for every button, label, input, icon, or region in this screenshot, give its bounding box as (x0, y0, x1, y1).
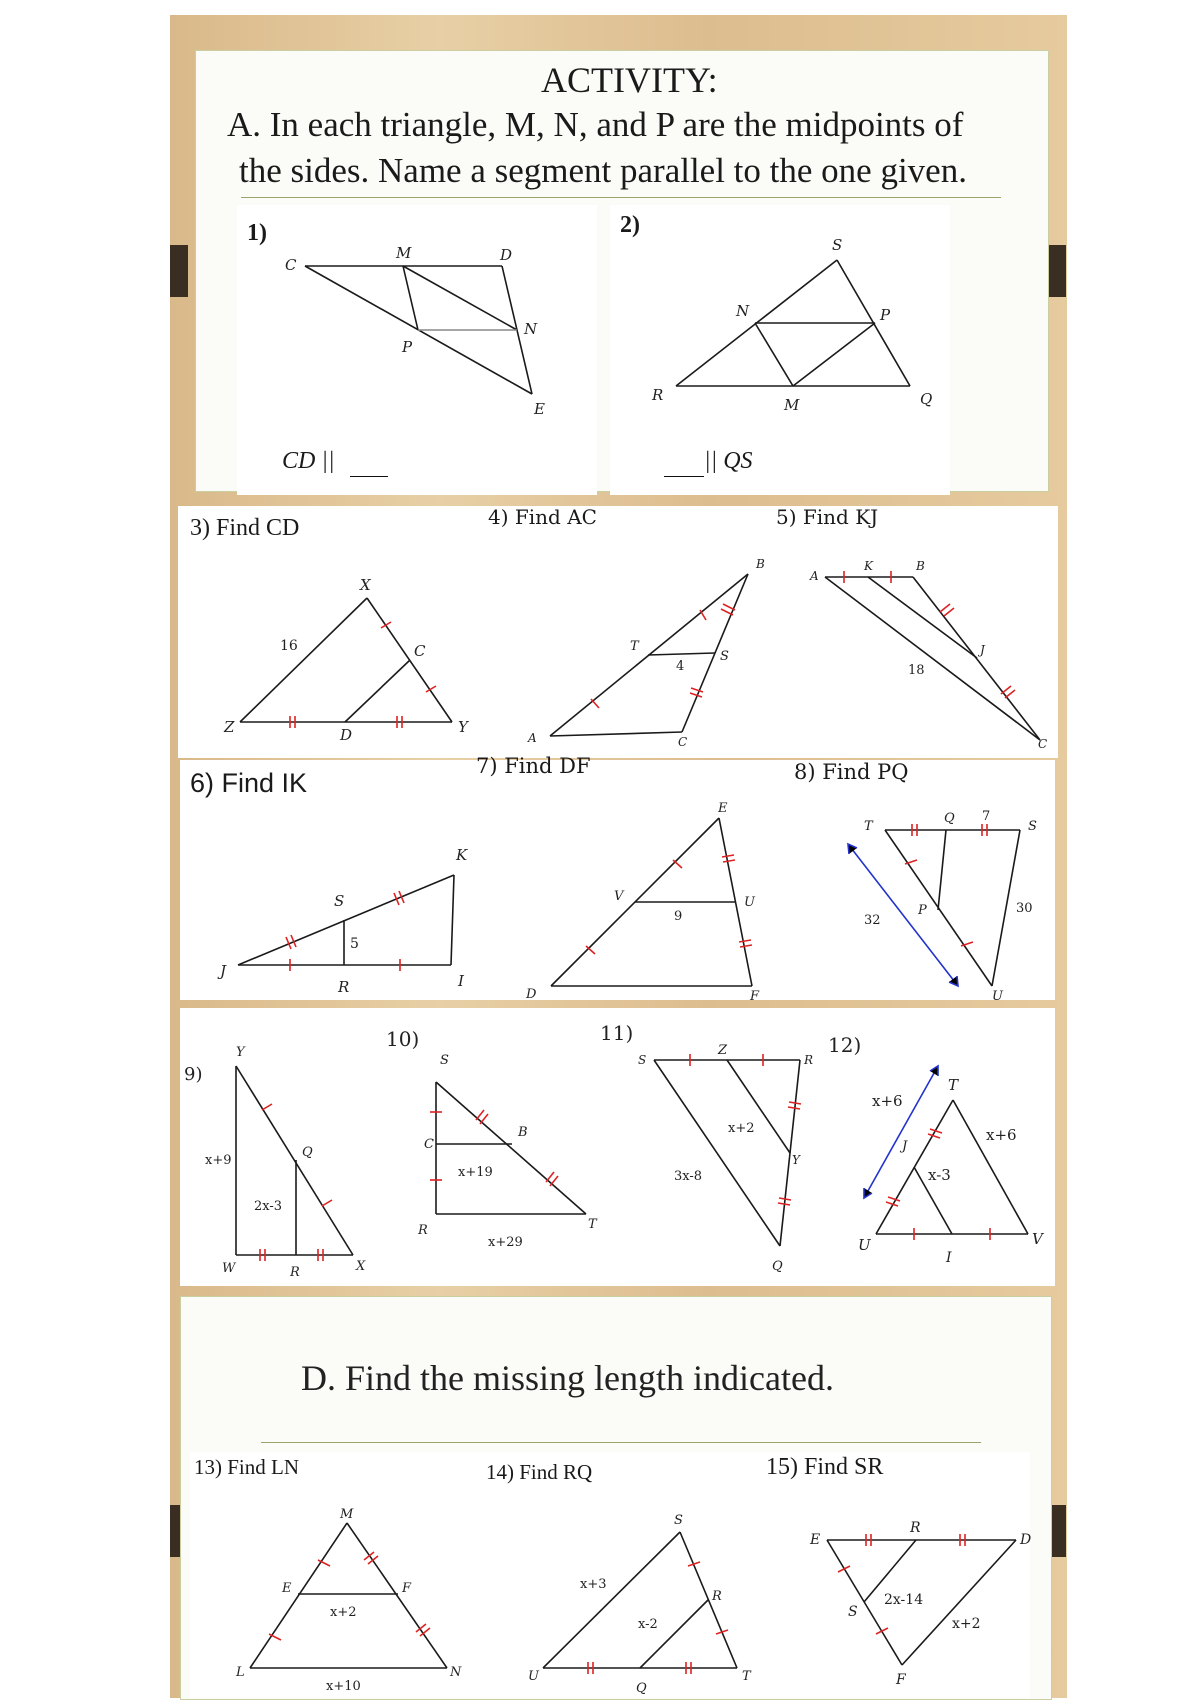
value: 30 (1016, 901, 1033, 916)
value: 4 (676, 659, 685, 674)
label: P (918, 903, 927, 918)
label: Q (944, 811, 955, 826)
label: B (756, 557, 765, 571)
value: x+6 (872, 1092, 903, 1110)
label: E (534, 400, 545, 418)
problem-2-answer: || QS (704, 448, 753, 474)
label: K (456, 846, 468, 864)
label: Y (458, 718, 468, 736)
label: I (458, 972, 464, 990)
value: 2x-3 (254, 1199, 283, 1214)
label: Z (224, 718, 235, 736)
label: U (528, 1669, 539, 1684)
label: C (424, 1137, 434, 1152)
problem-4-prompt: 4) Find AC (488, 505, 597, 529)
label: N (524, 320, 538, 338)
label: R (910, 1520, 921, 1536)
label: Z (718, 1043, 728, 1058)
problem-2-number: 2) (620, 212, 640, 238)
label: X (360, 576, 371, 594)
instruction-line-2: the sides. Name a segment parallel to the one given. (239, 151, 967, 190)
label: C (414, 642, 426, 660)
label: E (810, 1532, 821, 1548)
label: N (450, 1665, 462, 1680)
label: P (880, 306, 891, 324)
label: Q (636, 1681, 647, 1696)
value: x+9 (205, 1153, 232, 1168)
label: R (338, 978, 350, 996)
label: Q (302, 1145, 313, 1160)
value: x+2 (728, 1121, 755, 1136)
label: M (396, 244, 412, 262)
label: S (440, 1053, 449, 1068)
label: B (916, 559, 925, 573)
problem-5-prompt: 5) Find KJ (776, 505, 879, 529)
problem-12-number: 12) (828, 1033, 862, 1057)
value: 3x-8 (674, 1169, 703, 1184)
label: R (652, 386, 664, 404)
value: x+10 (326, 1679, 361, 1694)
value: x+3 (580, 1577, 607, 1592)
label: M (784, 396, 800, 414)
activity-title: ACTIVITY: (541, 60, 718, 100)
label: D (340, 726, 353, 744)
label: Y (236, 1045, 245, 1060)
label: X (356, 1259, 366, 1274)
problem-3-prompt: 3) Find CD (190, 515, 300, 541)
label: D (1020, 1532, 1032, 1548)
value: x+29 (488, 1235, 523, 1250)
label: E (718, 801, 728, 816)
value: 18 (908, 663, 925, 678)
problem-1-answer: CD || (282, 448, 335, 474)
label: R (804, 1053, 814, 1067)
label: J (980, 643, 985, 657)
label: B (518, 1125, 528, 1140)
label: D (526, 987, 537, 1002)
label: C (678, 735, 688, 749)
label: T (588, 1217, 597, 1232)
label: Q (920, 390, 933, 408)
label: S (1028, 819, 1037, 834)
label: E (282, 1581, 292, 1596)
label: L (236, 1665, 245, 1680)
value: 32 (864, 913, 881, 928)
label: A (810, 569, 819, 583)
label: T (948, 1076, 959, 1094)
problem-14-prompt: 14) Find RQ (486, 1460, 593, 1484)
label: S (720, 649, 729, 664)
problem-15-prompt: 15) Find SR (766, 1454, 884, 1480)
value: x+2 (330, 1605, 357, 1620)
label: T (630, 639, 639, 654)
value: 2x-14 (884, 1592, 924, 1608)
label: V (1032, 1230, 1043, 1248)
label: J (902, 1139, 908, 1154)
label: S (638, 1053, 647, 1067)
label: M (340, 1507, 354, 1522)
label: T (864, 819, 873, 834)
label: S (334, 892, 345, 910)
problem-10-number: 10) (386, 1027, 420, 1051)
label: T (742, 1669, 751, 1684)
label: S (674, 1513, 683, 1528)
label: W (222, 1261, 236, 1276)
label: C (1038, 737, 1048, 751)
label: K (864, 559, 873, 573)
problem-9-number: 9) (184, 1064, 203, 1085)
label: U (858, 1236, 871, 1254)
label: A (528, 731, 537, 745)
label: V (614, 889, 624, 904)
label: J (220, 962, 227, 980)
label: F (896, 1672, 906, 1688)
value: x+19 (458, 1165, 493, 1180)
label: Q (772, 1259, 783, 1274)
label: C (285, 256, 297, 274)
label: U (744, 895, 755, 910)
problem-13-prompt: 13) Find LN (194, 1455, 299, 1479)
label: U (992, 989, 1003, 1004)
label: F (402, 1581, 412, 1596)
problem-1-number: 1) (247, 220, 267, 246)
label: F (750, 989, 760, 1004)
instruction-line-1: A. In each triangle, M, N, and P are the midpoints of (227, 105, 964, 144)
section-d-title: D. Find the missing length indicated. (301, 1358, 834, 1398)
value: 16 (280, 638, 298, 654)
label: I (946, 1250, 952, 1266)
value: x+2 (952, 1616, 981, 1632)
label: R (418, 1223, 428, 1238)
label: S (848, 1604, 858, 1620)
value: x-3 (928, 1166, 951, 1184)
problem-11-number: 11) (600, 1021, 634, 1045)
value: 9 (674, 909, 683, 924)
label: S (832, 236, 843, 254)
problem-7-prompt: 7) Find DF (476, 754, 591, 778)
value: x+6 (986, 1126, 1017, 1144)
label: P (402, 338, 413, 356)
label: D (500, 246, 513, 264)
label: R (712, 1589, 722, 1604)
value: 5 (350, 936, 359, 952)
problem-8-prompt: 8) Find PQ (794, 760, 909, 784)
label: N (736, 302, 750, 320)
label: R (290, 1265, 300, 1280)
label: Y (792, 1153, 800, 1167)
problem-6-prompt: 6) Find IK (190, 768, 308, 798)
value: 7 (982, 809, 991, 824)
value: x-2 (638, 1617, 658, 1632)
